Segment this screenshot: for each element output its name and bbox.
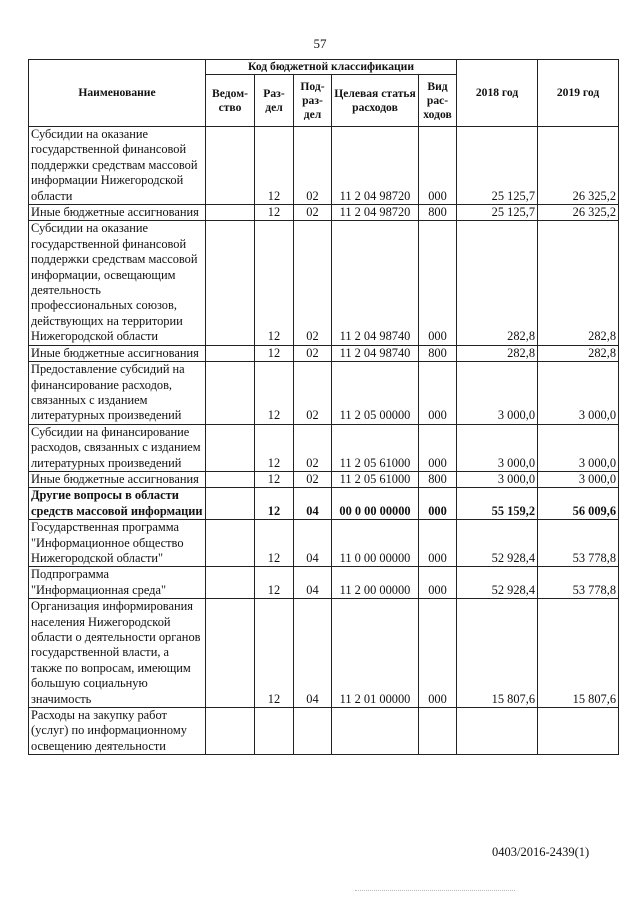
row-podrazdel: 02 bbox=[294, 221, 332, 345]
row-vr: 800 bbox=[419, 205, 457, 221]
row-razdel: 12 bbox=[255, 362, 294, 425]
row-ved bbox=[206, 488, 255, 520]
table-row bbox=[29, 205, 619, 221]
row-csr: 11 0 00 00000 bbox=[332, 520, 419, 567]
header-kbk: Код бюджетной классификации bbox=[206, 60, 457, 75]
row-2019: 26 325,2 bbox=[538, 127, 619, 205]
row-name: Другие вопросы в области средств массовой информации bbox=[29, 488, 206, 520]
row-ved bbox=[206, 520, 255, 567]
row-ved bbox=[206, 345, 255, 361]
row-2018: 282,8 bbox=[457, 221, 538, 345]
row-csr: 11 2 04 98720 bbox=[332, 127, 419, 205]
table-row bbox=[29, 127, 619, 205]
row-vr: 000 bbox=[419, 567, 457, 599]
table-row bbox=[29, 488, 619, 520]
row-csr: 11 2 04 98740 bbox=[332, 345, 419, 361]
row-ved bbox=[206, 471, 255, 487]
row-name: Субсидии на оказание государственной финансовой поддержки средствам массовой информации, освещающим деятельность профессиональных союзов, действующих на территории Нижегородской области bbox=[29, 221, 206, 345]
row-vr: 000 bbox=[419, 362, 457, 425]
row-2018: 25 125,7 bbox=[457, 205, 538, 221]
header-name: Наименование bbox=[29, 60, 206, 127]
row-name: Субсидии на финансирование расходов, связанных с изданием литературных произведений bbox=[29, 424, 206, 471]
row-csr: 11 2 05 00000 bbox=[332, 362, 419, 425]
row-razdel: 12 bbox=[255, 205, 294, 221]
row-razdel: 12 bbox=[255, 127, 294, 205]
table-row bbox=[29, 708, 619, 755]
row-vr: 000 bbox=[419, 488, 457, 520]
row-name: Иные бюджетные ассигнования bbox=[29, 345, 206, 361]
row-vr: 000 bbox=[419, 424, 457, 471]
row-razdel: 12 bbox=[255, 424, 294, 471]
row-podrazdel: 04 bbox=[294, 599, 332, 708]
row-razdel: 12 bbox=[255, 599, 294, 708]
row-podrazdel: 02 bbox=[294, 345, 332, 361]
row-2018: 52 928,4 bbox=[457, 567, 538, 599]
row-name: Организация информирования населения Нижегородской области о деятельности органов государственной власти, а также по вопросам, имеющим большую социальную значимость bbox=[29, 599, 206, 708]
row-name: Субсидии на оказание государственной финансовой поддержки средствам массовой информации Нижегородской области bbox=[29, 127, 206, 205]
row-csr: 11 2 01 00000 bbox=[332, 599, 419, 708]
row-name: Иные бюджетные ассигнования bbox=[29, 471, 206, 487]
row-2018: 3 000,0 bbox=[457, 471, 538, 487]
table-row bbox=[29, 345, 619, 361]
header-2018: 2018 год bbox=[457, 60, 538, 127]
row-podrazdel: 02 bbox=[294, 127, 332, 205]
row-2018: 25 125,7 bbox=[457, 127, 538, 205]
row-name: Иные бюджетные ассигнования bbox=[29, 205, 206, 221]
row-podrazdel: 04 bbox=[294, 488, 332, 520]
row-2019: 53 778,8 bbox=[538, 520, 619, 567]
header-csr: Целевая статья расходов bbox=[332, 75, 419, 127]
row-vr: 000 bbox=[419, 221, 457, 345]
row-2019: 53 778,8 bbox=[538, 567, 619, 599]
row-ved bbox=[206, 127, 255, 205]
row-2018: 3 000,0 bbox=[457, 424, 538, 471]
row-podrazdel: 02 bbox=[294, 205, 332, 221]
row-vr: 800 bbox=[419, 471, 457, 487]
row-2018 bbox=[457, 708, 538, 755]
row-2018: 55 159,2 bbox=[457, 488, 538, 520]
row-csr: 11 2 04 98720 bbox=[332, 205, 419, 221]
row-razdel: 12 bbox=[255, 567, 294, 599]
row-podrazdel: 02 bbox=[294, 471, 332, 487]
table-row bbox=[29, 424, 619, 471]
row-csr: 11 2 05 61000 bbox=[332, 471, 419, 487]
row-razdel: 12 bbox=[255, 345, 294, 361]
row-csr bbox=[332, 708, 419, 755]
row-2018: 52 928,4 bbox=[457, 520, 538, 567]
footer-divider bbox=[355, 890, 515, 891]
row-2019 bbox=[538, 708, 619, 755]
row-2019: 56 009,6 bbox=[538, 488, 619, 520]
row-csr: 00 0 00 00000 bbox=[332, 488, 419, 520]
row-name: Предоставление субсидий на финансирование расходов, связанных с изданием литературных произведений bbox=[29, 362, 206, 425]
header-2019: 2019 год bbox=[538, 60, 619, 127]
table-row bbox=[29, 599, 619, 708]
row-razdel: 12 bbox=[255, 471, 294, 487]
row-2019: 282,8 bbox=[538, 345, 619, 361]
row-podrazdel: 04 bbox=[294, 567, 332, 599]
page-number: 57 bbox=[313, 36, 327, 51]
row-podrazdel bbox=[294, 708, 332, 755]
row-2019: 26 325,2 bbox=[538, 205, 619, 221]
row-vr: 000 bbox=[419, 599, 457, 708]
header-vr: Вид рас-ходов bbox=[419, 75, 457, 127]
row-ved bbox=[206, 708, 255, 755]
row-csr: 11 2 04 98740 bbox=[332, 221, 419, 345]
row-2018: 282,8 bbox=[457, 345, 538, 361]
header-razdel: Раз-дел bbox=[255, 75, 294, 127]
row-csr: 11 2 00 00000 bbox=[332, 567, 419, 599]
header-ved: Ведом-ство bbox=[206, 75, 255, 127]
row-ved bbox=[206, 567, 255, 599]
row-ved bbox=[206, 221, 255, 345]
row-2019: 282,8 bbox=[538, 221, 619, 345]
row-vr: 800 bbox=[419, 345, 457, 361]
row-csr: 11 2 05 61000 bbox=[332, 424, 419, 471]
budget-table-body bbox=[29, 127, 619, 755]
row-2019: 3 000,0 bbox=[538, 362, 619, 425]
row-razdel: 12 bbox=[255, 488, 294, 520]
row-razdel: 12 bbox=[255, 520, 294, 567]
row-podrazdel: 02 bbox=[294, 362, 332, 425]
table-row bbox=[29, 221, 619, 345]
budget-table bbox=[28, 59, 619, 755]
row-2018: 15 807,6 bbox=[457, 599, 538, 708]
row-vr: 000 bbox=[419, 127, 457, 205]
row-podrazdel: 04 bbox=[294, 520, 332, 567]
row-ved bbox=[206, 424, 255, 471]
row-name: Расходы на закупку работ (услуг) по информационному освещению деятельности bbox=[29, 708, 206, 755]
table-row bbox=[29, 471, 619, 487]
row-name: Подпрограмма "Информационная среда" bbox=[29, 567, 206, 599]
row-vr: 000 bbox=[419, 520, 457, 567]
table-row bbox=[29, 362, 619, 425]
row-name: Государственная программа "Информационное общество Нижегородской области" bbox=[29, 520, 206, 567]
row-ved bbox=[206, 362, 255, 425]
row-2019: 3 000,0 bbox=[538, 471, 619, 487]
row-2018: 3 000,0 bbox=[457, 362, 538, 425]
row-razdel: 12 bbox=[255, 221, 294, 345]
document-code: 0403/2016-2439(1) bbox=[492, 845, 590, 859]
row-razdel bbox=[255, 708, 294, 755]
table-row bbox=[29, 520, 619, 567]
row-2019: 3 000,0 bbox=[538, 424, 619, 471]
row-vr bbox=[419, 708, 457, 755]
table-row bbox=[29, 567, 619, 599]
row-ved bbox=[206, 599, 255, 708]
row-ved bbox=[206, 205, 255, 221]
header-podrazdel: Под-раз-дел bbox=[294, 75, 332, 127]
row-podrazdel: 02 bbox=[294, 424, 332, 471]
row-2019: 15 807,6 bbox=[538, 599, 619, 708]
